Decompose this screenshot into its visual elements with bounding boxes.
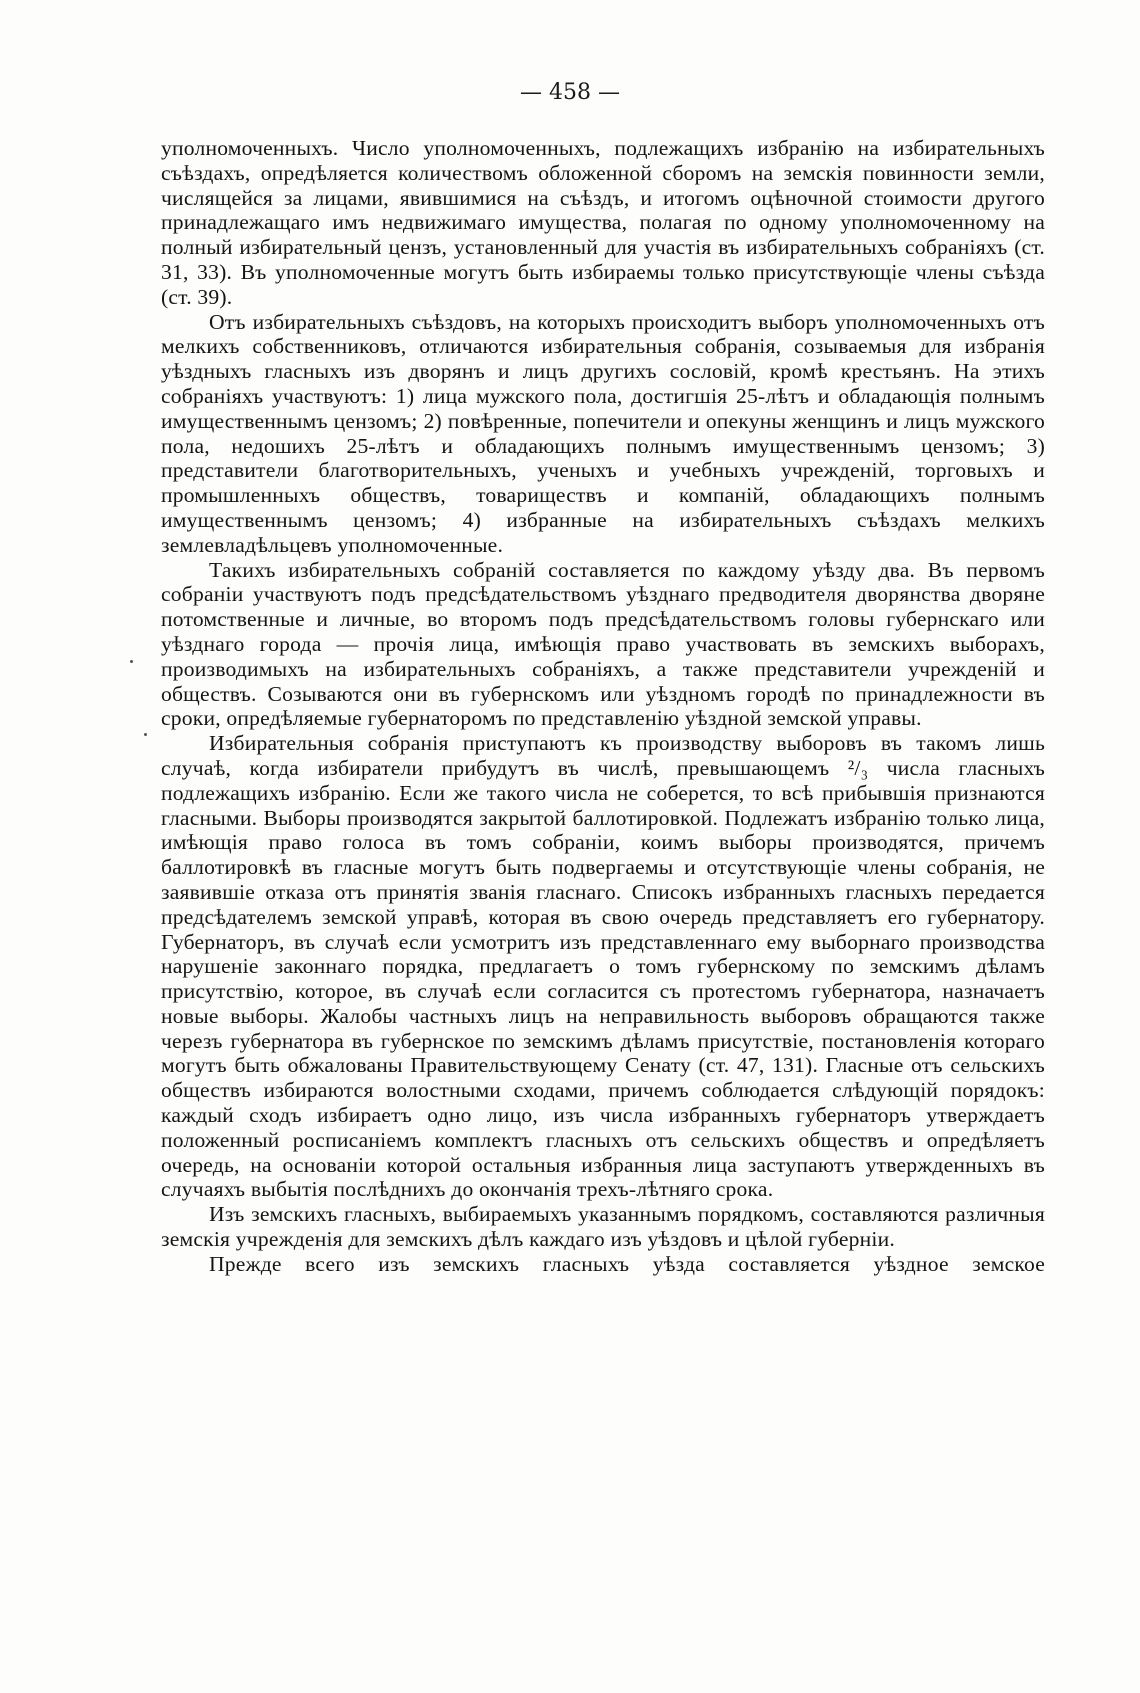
body-text bbox=[161, 136, 1045, 1277]
paragraph-3: Такихъ избирательныхъ собраній составляется по каждому уѣзду два. Въ первомъ собраніи участвуютъ подъ предсѣдательствомъ уѣзднаго предводителя дворянства дворяне потомственные и личные, во второмъ подъ предсѣдательствомъ головы губернскаго или уѣзднаго города — прочія лица, имѣющія право участвовать въ земскихъ выборахъ, производимыхъ на избирательныхъ собраніяхъ, а также представители учрежденій и обществъ. Созываются они въ губернскомъ или уѣздномъ городѣ по принадлежности въ сроки, опредѣляемые губернаторомъ по представленію уѣздной земской управы. bbox=[161, 557, 1045, 731]
page-number: — 458 — bbox=[520, 80, 620, 105]
scan-speck bbox=[130, 660, 133, 663]
paragraph-2: Отъ избирательныхъ съѣздовъ, на которыхъ происходитъ выборъ уполномоченныхъ отъ мелкихъ собственниковъ, отличаются избирательныя собранія, созываемыя для избранія уѣздныхъ гласныхъ изъ дворянъ и лицъ другихъ сословій, кромѣ крестьянъ. На этихъ собраніяхъ участвуютъ: 1) лица мужского пола, достигшія 25-лѣтъ и обладающія полнымъ имущественнымъ цензомъ; 2) повѣренные, попечители и опекуны женщинъ и лицъ мужского пола, недошихъ 25-лѣтъ и обладающихъ полнымъ имущественнымъ цензомъ; 3) представители благотворительныхъ, ученыхъ и учебныхъ учрежденій, торговыхъ и промышленныхъ обществъ, товариществъ и компаній, обладающихъ полнымъ имущественнымъ цензомъ; 4) избранные на избирательныхъ съѣздахъ мелкихъ землевладѣльцевъ уполномоченные. bbox=[161, 309, 1045, 557]
paragraph-6: Прежде всего изъ земскихъ гласныхъ уѣзда составляется уѣздное земское bbox=[209, 1251, 1045, 1276]
paragraph-1: уполномоченныхъ. Число уполномоченныхъ, подлежащихъ избранію на избирательныхъ съѣздахъ, опредѣляется количествомъ обложенной сборомъ на земскія повинности земли, числящейся за лицами, явившимися на съѣздъ, и итогомъ оцѣночной стоимости другого принадлежащаго имъ недвижимаго имущества, полагая по одному уполномоченному на полный избирательный цензъ, установленный для участія въ избирательныхъ собраніяхъ (ст. 31, 33). Въ уполномоченные могутъ быть избираемы только присутствующіе члены съѣзда (ст. 39). bbox=[161, 136, 1045, 309]
scan-speck bbox=[144, 733, 147, 736]
paragraph-5: Изъ земскихъ гласныхъ, выбираемыхъ указаннымъ порядкомъ, составляются различныя земскія учрежденія для земскихъ дѣлъ каждаго изъ уѣздовъ и цѣлой губерніи. bbox=[161, 1202, 1045, 1252]
paragraph-4: Избирательныя собранія приступаютъ къ производству выборовъ въ такомъ лишь случаѣ, когда избиратели прибудутъ въ числѣ, превышающемъ ²/₃ числа гласныхъ подлежащихъ избранію. Если же такого числа не соберется, то всѣ прибывшія признаются гласными. Выборы производятся закрытой баллотировкой. Подлежатъ избранію только лица, имѣющія право голоса въ томъ собраніи, коимъ выборы производятся, причемъ баллотировкѣ въ гласные могутъ быть подвергаемы и отсутствующіе члены собранія, не заявившіе отказа отъ принятія званія гласнаго. Списокъ избранныхъ гласныхъ передается предсѣдателемъ земской управѣ, которая въ свою очередь представляетъ его губернатору. Губернаторъ, въ случаѣ если усмотритъ изъ представленнаго ему выборнаго производства нарушеніе законнаго порядка, предлагаетъ о томъ губернскому по земскимъ дѣламъ присутствію, которое, въ случаѣ если согласится съ протестомъ губернатора, назначаетъ новые выборы. Жалобы частныхъ лицъ на неправильность выборовъ обращаются также черезъ губернатора въ губернское по земскимъ дѣламъ присутствіе, постановленія котораго могутъ быть обжалованы Правительствующему Сенату (ст. 47, 131). Гласные отъ сельскихъ обществъ избираются волостными сходами, причемъ соблюдается слѣдующій порядокъ: каждый сходъ избираетъ одно лицо, изъ числа избранныхъ губернаторъ утверждаетъ положенный росписаніемъ комплектъ гласныхъ отъ сельскихъ обществъ и опредѣляетъ очередь, на основаніи которой остальныя избранныя лица заступаютъ утвержденныхъ въ случаяхъ выбытія послѣднихъ до окончанія трехъ-лѣтняго срока. bbox=[161, 731, 1045, 1202]
